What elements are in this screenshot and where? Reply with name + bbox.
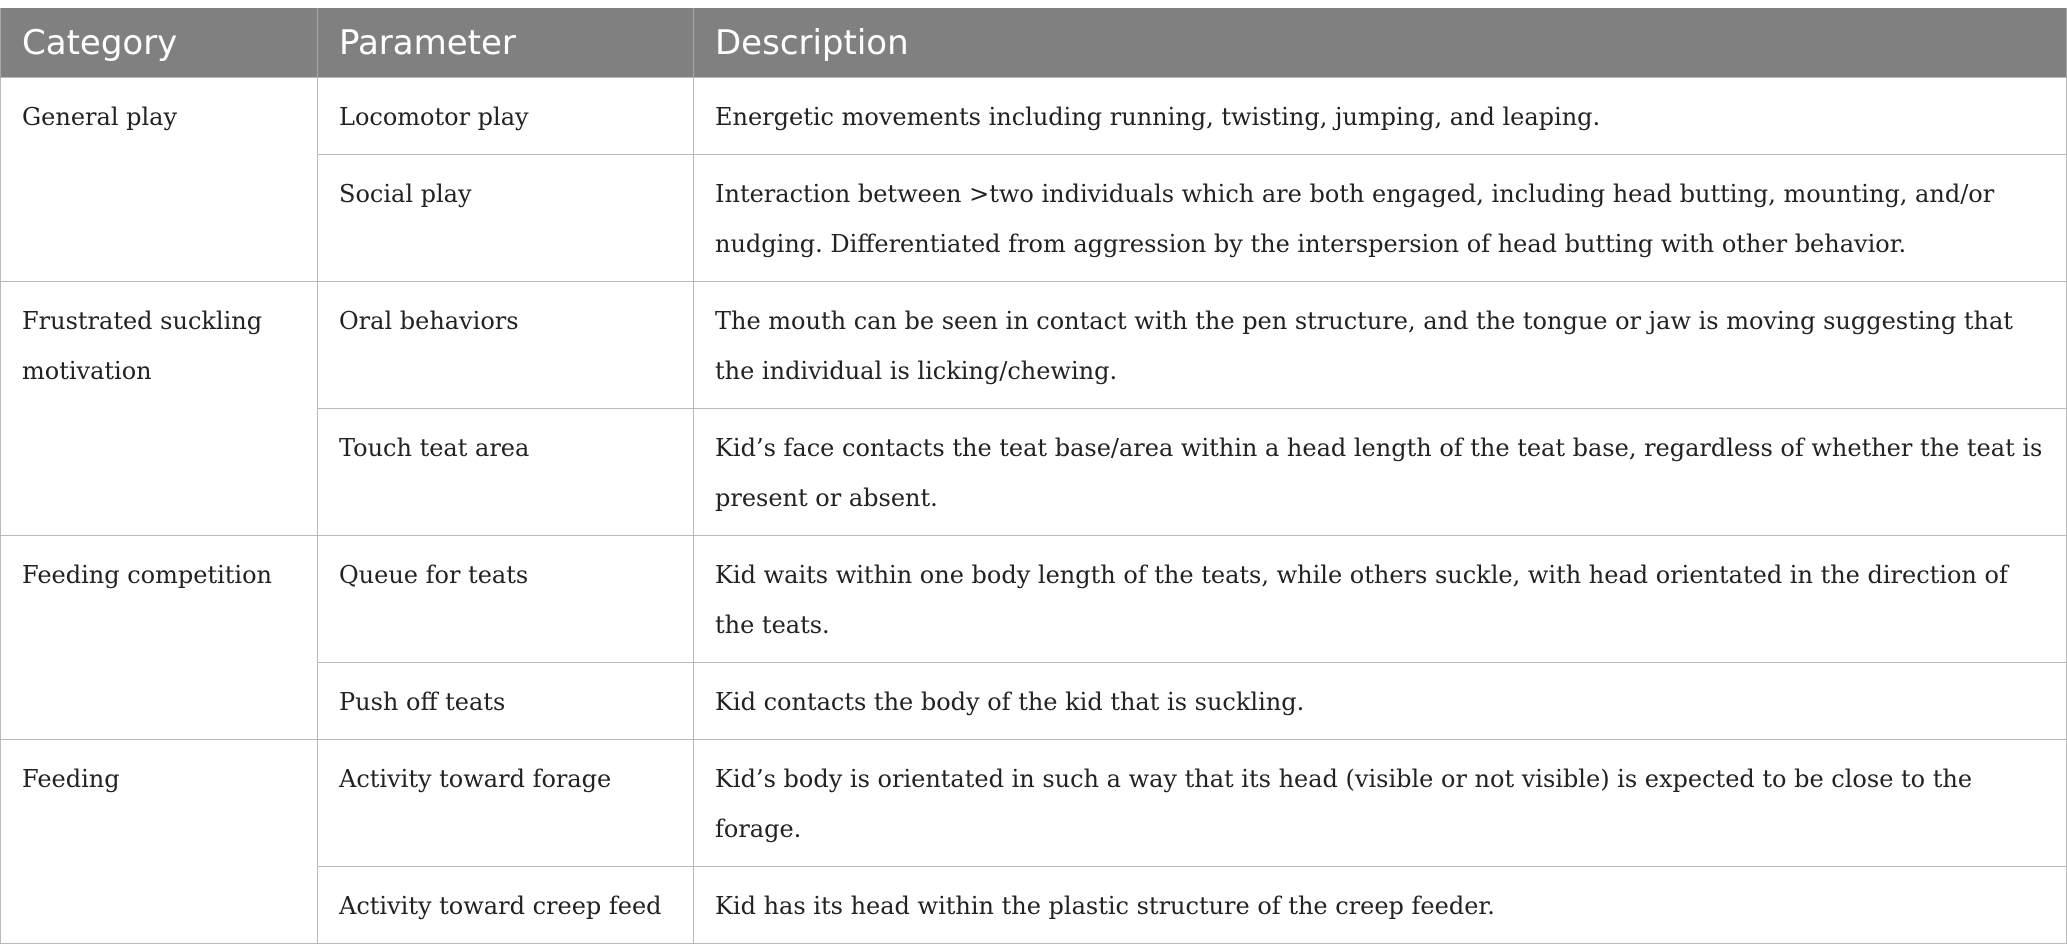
description-cell: Kid’s face contacts the teat base/area within a head length of the teat base, regardless of whether the teat is present or absent.: [694, 409, 2067, 536]
description-cell: Kid’s body is orientated in such a way that its head (visible or not visible) is expected to be close to the forage.: [694, 740, 2067, 867]
parameter-cell: Locomotor play: [318, 78, 694, 155]
parameter-cell: Touch teat area: [318, 409, 694, 536]
category-cell: Feeding: [1, 740, 318, 944]
table-row: [1, 536, 2067, 663]
parameter-cell: Activity toward forage: [318, 740, 694, 867]
table-row: [1, 740, 2067, 867]
parameter-cell: Push off teats: [318, 663, 694, 740]
parameter-cell: Activity toward creep feed: [318, 867, 694, 944]
behavior-table: [0, 8, 2067, 944]
table-container: [0, 8, 2066, 944]
header-parameter: Parameter: [318, 8, 694, 78]
description-cell: Interaction between >two individuals which are both engaged, including head butting, mounting, and/or nudging. Differentiated from aggression by the interspersion of head butting with other behavior.: [694, 155, 2067, 282]
description-cell: Kid has its head within the plastic structure of the creep feeder.: [694, 867, 2067, 944]
description-cell: Energetic movements including running, twisting, jumping, and leaping.: [694, 78, 2067, 155]
description-cell: The mouth can be seen in contact with the pen structure, and the tongue or jaw is moving suggesting that the individual is licking/chewing.: [694, 282, 2067, 409]
category-cell: General play: [1, 78, 318, 282]
header-description: Description: [694, 8, 2067, 78]
category-cell: Feeding competition: [1, 536, 318, 740]
table-row: [1, 282, 2067, 409]
description-cell: Kid contacts the body of the kid that is suckling.: [694, 663, 2067, 740]
header-category: Category: [1, 8, 318, 78]
parameter-cell: Queue for teats: [318, 536, 694, 663]
parameter-cell: Oral behaviors: [318, 282, 694, 409]
header-row: [1, 8, 2067, 78]
parameter-cell: Social play: [318, 155, 694, 282]
category-cell: Frustrated suckling motivation: [1, 282, 318, 536]
description-cell: Kid waits within one body length of the teats, while others suckle, with head orientated in the direction of the teats.: [694, 536, 2067, 663]
table-row: [1, 78, 2067, 155]
